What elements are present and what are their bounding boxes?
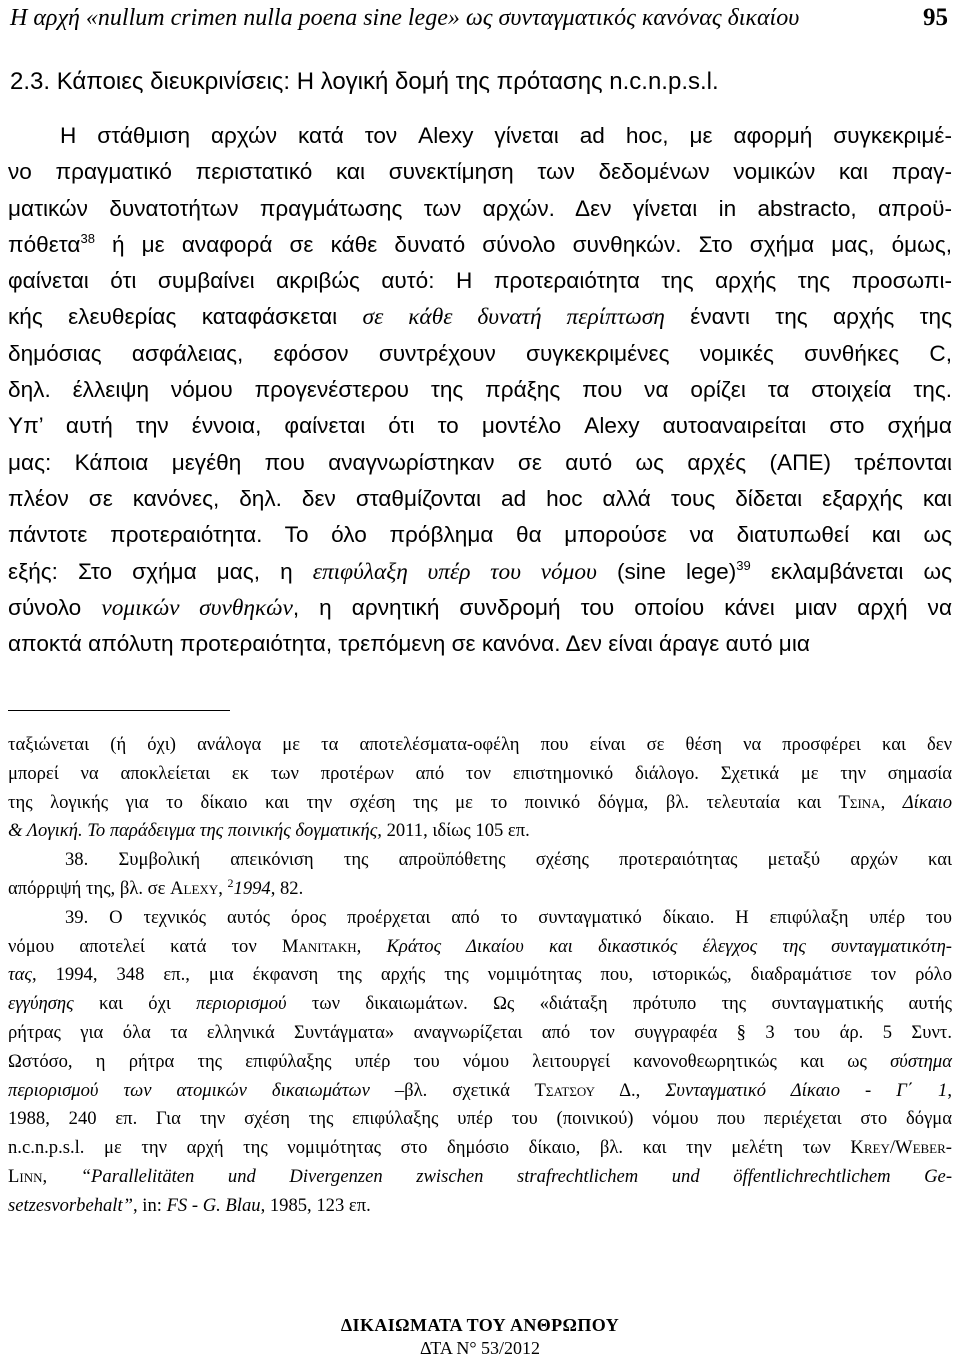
body-text: ή με αναφορά σε κάθε δυνατό σύνολο συνθηκών. Στο σχήμα μας, όμως,	[94, 231, 952, 257]
citation-title: 1994	[233, 877, 271, 899]
footnote-text: -	[945, 1137, 952, 1159]
edition-superscript: 2	[227, 875, 234, 890]
body-text: , η αρνητική συνδρομή του οποίου κάνει μιαν αρχή να	[292, 594, 952, 620]
body-line: φαίνεται ότι συμβαίνει ακριβώς αυτό: Η προτεραιότητα της αρχής της προσωπι-	[8, 268, 952, 294]
body-line: πάντοτε προτεραιότητα. Το όλο πρόβλημα θα μπορούσε να διατυπωθεί και ως	[8, 522, 952, 548]
citation-title: Κράτος Δικαίου και δικαστικός έλεγχος της συνταγματικότη-	[386, 935, 952, 957]
footnote-line	[8, 789, 952, 818]
emphasis-text: σε κάθε δυνατή περίπτωση	[362, 304, 665, 331]
citation-title: τας	[8, 964, 32, 986]
body-text: σύνολο	[8, 594, 102, 620]
body-line: αποκτά απόλυτη προτεραιότητα, τρεπόμενη σε κανόνα. Δεν είναι άραγε αυτό μια	[8, 631, 810, 657]
author-name: σινα	[849, 791, 881, 813]
footnote-text: ,	[42, 1165, 81, 1187]
footnote-text: , 1985, 123 επ.	[260, 1194, 371, 1216]
author-name: rey	[863, 1137, 890, 1159]
footnote-line	[8, 875, 952, 904]
footnote-text: , 82.	[270, 877, 304, 899]
footnote-line	[8, 1163, 952, 1192]
body-line: μας: Κάποια μεγέθη που αναγνωρίστηκαν σε αυτό ως αρχές (ΑΠΕ) τρέπονται	[8, 449, 952, 475]
footnote-text: 2011, ιδίως 105 επ.	[381, 820, 530, 842]
journal-title: ΔΙΚΑΙΩΜΑΤΑ ΤΟΥ ΑΝΘΡΩΠΟΥ	[340, 1315, 620, 1335]
page-number: 95	[923, 4, 948, 31]
body-line: νο πραγματικό περιστατικό και συνεκτίμηση των δεδομένων νομικών και πραγ-	[8, 159, 952, 185]
footnote-text: της λογικής για το δίκαιο και την σχέση της με το ποινικό δόγμα, βλ. τελευταία και Τ	[8, 791, 850, 813]
footnote-text: νόμου αποτελεί κατά τον Μ	[8, 935, 299, 957]
emphasis-text: περιορισμού των ατομικών δικαιωμάτων	[8, 1079, 370, 1101]
emphasis-text: σύστημα	[890, 1050, 952, 1072]
footnote-text: απόρριψή της, βλ. σε A	[8, 877, 184, 899]
body-text: κής ελευθερίας καταφάσκεται	[8, 304, 363, 330]
citation-title: Συνταγματικό Δίκαιο - Γ΄ 1	[665, 1079, 948, 1101]
author-name: σατσου	[545, 1079, 596, 1101]
footnote-separator	[8, 710, 230, 711]
body-line	[8, 554, 952, 590]
footnote-line	[8, 1077, 952, 1106]
footnote-line: μπορεί να αποκλείεται εκ των προτέρων από τον επιστημονικό διάλογο. Σχετικά με την σημασία	[8, 762, 952, 784]
body-line: Υπ’ αυτή την έννοια, φαίνεται ότι το μοντέλο Alexy αυτοαναιρείται στο σχήμα	[8, 413, 952, 439]
footnote-line: 1988, 240 επ. Για την σχέση της επιφύλαξης υπέρ του (ποινικού) νόμου που περιέχεται στο δόγμα	[8, 1108, 952, 1130]
body-line	[8, 299, 952, 335]
citation-title: FS - G. Blau	[166, 1194, 261, 1216]
footnote-line	[8, 817, 952, 846]
body-line: δημόσιας ασφάλειας, εφόσον συντρέχουν συγκεκριμένες νομικές συνθήκες C,	[8, 340, 952, 366]
journal-issue: ΔΤΑ Ν° 53/2012	[419, 1338, 541, 1358]
footnote-line	[8, 1134, 952, 1163]
body-line	[8, 227, 952, 263]
footnote-text: των δικαιωμάτων. Ως «διάταξη πρότυπο της συνταγματικής αυτής	[286, 993, 952, 1015]
author-name: ανιτακη	[298, 935, 357, 957]
body-line	[8, 590, 952, 626]
author-name: L	[8, 1165, 20, 1187]
citation-title: & Λογική. Το παράδειγμα της ποινικής δογματικής,	[8, 820, 382, 842]
footnote-text: Δ.,	[595, 1079, 666, 1101]
footnote-text: ,	[880, 791, 903, 813]
body-line: ματικών δυνατοτήτων πραγμάτωσης των αρχών. Δεν γίνεται in abstracto, απροϋ-	[8, 195, 952, 221]
footnote-line	[8, 961, 952, 990]
footnote-text: και όχι	[73, 993, 197, 1015]
footnote-text: ,	[218, 877, 228, 899]
body-line: Η στάθμιση αρχών κατά τον Alexy γίνεται ad hoc, με αφορμή συγκεκριμέ-	[60, 123, 952, 148]
author-name: inn	[19, 1165, 43, 1187]
emphasis-text: νομικών συνθηκών	[101, 594, 293, 621]
emphasis-text: εγγύησης	[8, 993, 74, 1015]
footnote-text: n.c.n.p.s.l. με την αρχή της νομιμότητας στο δημόσιο δίκαιο, βλ. και την μελέτη των K	[8, 1137, 864, 1159]
footnote-ref-38[interactable]: 38	[80, 230, 95, 246]
body-text: (sine lege)	[596, 558, 737, 584]
footnote-text: , in:	[132, 1194, 167, 1216]
body-text: εκλαμβάνεται ως	[750, 558, 952, 584]
footnote-line	[8, 1048, 952, 1077]
footnote-ref-39[interactable]: 39	[736, 557, 751, 573]
body-text: έναντι της αρχής της	[664, 304, 952, 330]
body-text: εξής: Στο σχήμα μας, η	[8, 558, 313, 584]
footnote-38: 38. Συμβολική απεικόνιση της απροϋπόθετης σχέσης προτεραιότητας μεταξύ αρχών και	[65, 849, 952, 871]
citation-title: “Parallelitäten und Divergenzen zwischen strafrechtlichem und öffentlichrechtlichem Ge-	[80, 1165, 953, 1187]
footnote-line: ρήτρας για όλα τα ελληνικά Συντάγματα» αναγνωρίζεται από τον συγγραφέα § 3 του άρ. 5 Συντ.	[8, 1021, 952, 1043]
section-heading: 2.3. Κάποιες διευκρινίσεις: Η λογική δομή της πρότασης n.c.n.p.s.l.	[10, 68, 719, 95]
main-body-text	[8, 118, 952, 662]
emphasis-text: περιορισμού	[196, 993, 287, 1015]
footnote-line	[8, 1192, 952, 1221]
footnote-text: , 1994, 348 επ., μια έκφανση της αρχής της νομιμότητας που, ιστορικώς, διαδραμάτισε τον ρόλο	[31, 964, 952, 986]
footnote-text: –βλ. σχετικά Τ	[369, 1079, 546, 1101]
footnotes	[8, 731, 952, 1221]
citation-title: Δίκαιο	[902, 791, 952, 813]
author-name: lexy	[183, 877, 219, 899]
footnote-text: ,	[356, 935, 387, 957]
citation-title: setzesvorbehalt”	[8, 1194, 133, 1216]
footnote-text: ,	[947, 1079, 952, 1101]
footnote-text: /W	[889, 1137, 913, 1159]
footnote-line	[8, 990, 952, 1019]
running-head-title: Η αρχή «nullum crimen nulla poena sine lege» ως συνταγματικός κανόνας δικαίου	[10, 5, 800, 31]
body-text: πόθετα	[8, 231, 81, 257]
emphasis-text: επιφύλαξη υπέρ του νόμου	[312, 558, 597, 585]
running-head	[10, 0, 954, 40]
body-line: δηλ. έλλειψη νόμου προγενέστερου της πράξης που να ορίζει τα στοιχεία της.	[8, 377, 952, 403]
footnote-line	[8, 933, 952, 962]
footnote-39: 39. Ο τεχνικός αυτός όρος προέρχεται από το συνταγματικό δίκαιο. Η επιφύλαξη υπέρ του	[65, 906, 952, 928]
footnote-text: Ωστόσο, η ρήτρα της επιφύλαξης υπέρ του νόμου λειτουργεί κανονοθεωρητικώς και ως	[8, 1050, 891, 1072]
author-name: eber	[912, 1137, 946, 1159]
body-line: πλέον σε κανόνες, δηλ. δεν σταθμίζονται ad hoc αλλά τους δίδεται εξαρχής και	[8, 485, 952, 511]
footnote-line: ταξιώνεται (ή όχι) ανάλογα με τα αποτελέσματα-οφέλη που είναι σε θέση να προσφέρει και δεν	[8, 734, 952, 755]
